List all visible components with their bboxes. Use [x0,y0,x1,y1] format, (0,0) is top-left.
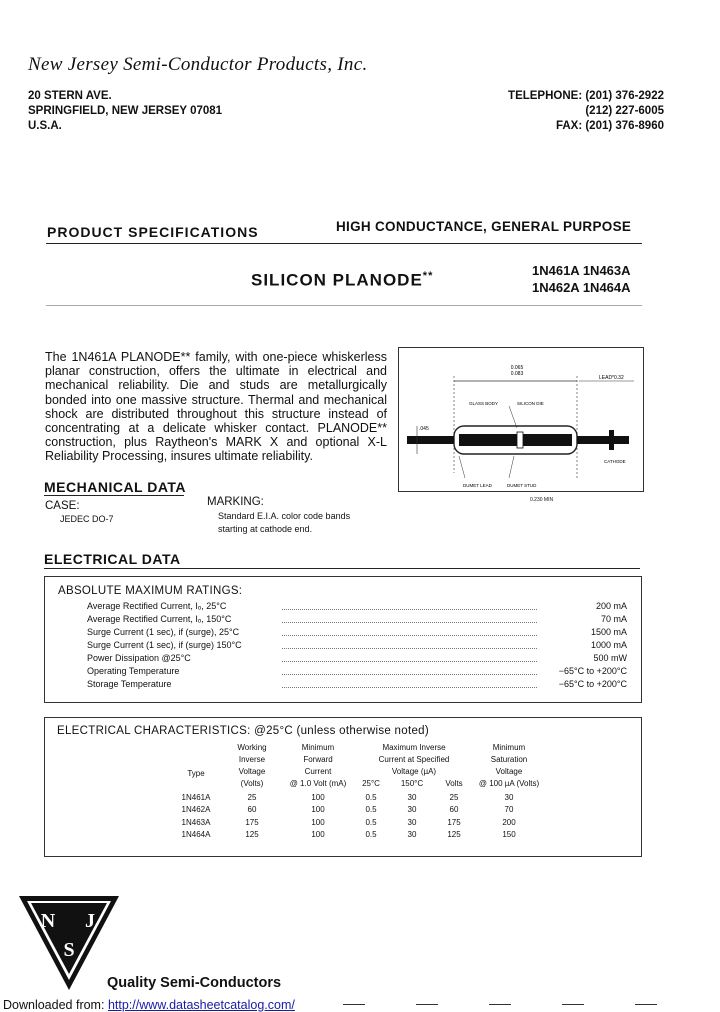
marking-label: MARKING: [207,496,264,508]
cell-type: 1N462A [181,805,211,814]
leader-dots [282,616,537,623]
col-header-inverse [356,742,472,778]
cell-forward: 100 [311,793,325,802]
download-footer [3,998,295,1012]
absolute-ratings-title: ABSOLUTE MAXIMUM RATINGS: [58,585,243,597]
model-line: 1N462A 1N464A [532,280,631,295]
leader-dots [282,681,537,688]
rating-label: Average Rectified Current, Iₒ, 150°C [87,614,232,624]
rating-label: Surge Current (1 sec), if (surge) 150°C [87,640,242,650]
package-outline-diagram [398,347,644,492]
rating-label: Power Dissipation @25°C [87,653,191,663]
rating-value: −65°C to +200°C [558,679,627,689]
col-header-line: Minimum [492,743,526,752]
electrical-divider [44,568,640,569]
product-title-text: SILICON PLANODE [251,270,423,290]
cell-forward: 100 [311,805,325,814]
model-line: 1N461A 1N463A [532,263,631,278]
rating-row [87,666,627,678]
cell-working: 125 [245,830,259,839]
leader-dots [282,603,537,610]
njs-logo-graphic [17,894,121,994]
dumet-lead-leader [459,456,465,478]
header-divider [46,243,642,244]
address-line: U.S.A. [28,120,62,132]
footer-dash [635,1004,657,1005]
col-header-line: (Volts) [240,779,264,788]
product-title [251,270,433,291]
marking-text [218,510,350,536]
footer-dash [416,1004,438,1005]
cell-saturation: 200 [502,818,516,827]
col-header-line: Working [237,743,267,752]
col-header-150c: 150°C [400,779,424,788]
col-header-volts: Volts [445,779,463,788]
col-header-line: @ 1.0 Volt (mA) [289,779,347,788]
cathode-band [609,430,614,450]
col-header-line: Current at Specified [378,755,450,764]
rating-row [87,679,627,691]
cell-saturation: 150 [502,830,516,839]
rating-label: Surge Current (1 sec), if (surge), 25°C [87,627,240,637]
mechanical-data-heading: MECHANICAL DATA [44,479,187,495]
footer-dash [343,1004,365,1005]
company-phone [508,89,664,134]
trademark-mark: ** [422,270,434,282]
model-list [532,262,631,296]
col-header-saturation [470,742,548,790]
rating-row [87,653,627,665]
cell-working: 25 [247,793,257,802]
logo-letter-n: N [40,910,56,932]
case-label: CASE: [45,500,80,512]
cell-working: 175 [245,818,259,827]
rating-value: 70 mA [600,614,627,624]
col-header-line: Voltage [495,767,523,776]
logo-letter-j: J [85,910,95,932]
cell-150c: 30 [407,830,417,839]
rating-row [87,640,627,652]
dim-body-bottom: 0.083 [510,371,524,377]
product-specifications-heading: PRODUCT SPECIFICATIONS [47,224,259,240]
phone-line: (212) 227-6005 [585,105,664,117]
cell-type: 1N464A [181,830,211,839]
cathode-label: CATHODE [604,459,626,464]
leader-dots [282,668,537,675]
col-header-working [226,742,278,790]
stud-shape [459,434,572,446]
rating-value: 200 mA [595,601,627,611]
rating-value: −65°C to +200°C [558,666,627,676]
dumet-stud-label: DUMET STUD [507,483,537,488]
cell-type: 1N461A [181,793,211,802]
rating-value: 500 mW [593,653,627,663]
col-header-line: Maximum Inverse [382,743,446,752]
cell-25c: 0.5 [365,830,377,839]
logo-letter-s: S [63,939,75,961]
diode-drawing [399,348,643,491]
address-line: SPRINGFIELD, NEW JERSEY 07081 [28,105,223,117]
leader-dots [282,655,537,662]
electrical-data-heading: ELECTRICAL DATA [44,551,181,567]
cell-150c: 30 [407,818,417,827]
right-lead-shape [577,436,629,444]
cell-type: 1N463A [181,818,211,827]
rating-row [87,601,627,613]
die-shape [517,432,523,448]
rating-label: Storage Temperature [87,679,172,689]
address-line: 20 STERN AVE. [28,90,112,102]
cell-volts: 125 [447,830,461,839]
col-header-type: Type [187,769,205,778]
cell-150c: 30 [407,793,417,802]
cell-150c: 30 [407,805,417,814]
quality-tagline: Quality Semi-Conductors [107,975,282,991]
die-label: SILICON DIE [517,401,544,406]
rating-label: Operating Temperature [87,666,180,676]
lead-label: LEAD*0.32 [599,375,624,381]
cell-saturation: 70 [504,805,514,814]
cell-volts: 25 [449,793,459,802]
marking-line: starting at cathode end. [218,524,313,534]
title-divider [46,305,642,306]
col-header-line: Minimum [301,743,335,752]
dim-body-top: 0.065 [510,365,524,371]
cell-volts: 175 [447,818,461,827]
cell-forward: 100 [311,818,325,827]
phone-line: FAX: (201) 376-8960 [555,120,664,132]
mechanical-underline [44,495,184,496]
cell-25c: 0.5 [365,818,377,827]
col-header-line: Saturation [490,755,528,764]
die-leader [509,406,517,428]
cell-25c: 0.5 [365,805,377,814]
col-header-line: @ 100 µA (Volts) [478,779,540,788]
rating-value: 1000 mA [590,640,627,650]
footer-text: Downloaded from: [3,998,105,1012]
dim-len-label: 0.230 MIN [530,497,554,503]
company-name: New Jersey Semi-Conductor Products, Inc. [28,54,368,75]
dim-dia-label: .045 [419,426,429,432]
dumet-lead-label: DUMET LEAD [463,483,492,488]
njs-logo [17,894,121,994]
col-header-line: Voltage [238,767,266,776]
cell-saturation: 30 [504,793,514,802]
dumet-stud-leader [509,456,514,478]
footer-dash [489,1004,511,1005]
phone-line: TELEPHONE: (201) 376-2922 [508,90,664,102]
cell-25c: 0.5 [365,793,377,802]
col-header-line: Forward [303,755,333,764]
col-header-line: Current [304,767,332,776]
product-description: The 1N461A PLANODE** family, with one-piece whiskerless planar construction, offers the ultimate in electrical and mechanical reliability. Die and studs are metallurgically bonded into one massive structure. Thermal and mechanical shock are distributed throughout this structure instead of concentrating at a delicate whisker contact. PLANODE** construction, plus Raytheon's MARK X and optional X-L Reliability Processing, insures ultimate reliability. [45,350,387,464]
cell-volts: 60 [449,805,459,814]
marking-line: Standard E.I.A. color code bands [218,511,351,521]
rating-row [87,614,627,626]
footer-dash [562,1004,584,1005]
col-header-line: Inverse [238,755,266,764]
col-header-25c: 25°C [362,779,380,788]
glass-label: GLASS BODY [469,401,499,406]
rating-row [87,627,627,639]
category-heading: HIGH CONDUCTANCE, GENERAL PURPOSE [336,219,632,234]
leader-dots [282,642,537,649]
col-header-forward [280,742,356,790]
col-header-line: Voltage (µA) [391,767,437,776]
rating-label: Average Rectified Current, Iₒ, 25°C [87,601,227,611]
cell-working: 60 [247,805,257,814]
rating-value: 1500 mA [590,627,627,637]
cell-forward: 100 [311,830,325,839]
leader-dots [282,629,537,636]
electrical-characteristics-title: ELECTRICAL CHARACTERISTICS: @25°C (unless otherwise noted) [57,725,429,737]
left-lead-shape [407,436,454,444]
case-value: JEDEC DO-7 [60,514,114,524]
company-address [28,89,222,134]
footer-link[interactable]: http://www.datasheetcatalog.com/ [107,998,295,1012]
